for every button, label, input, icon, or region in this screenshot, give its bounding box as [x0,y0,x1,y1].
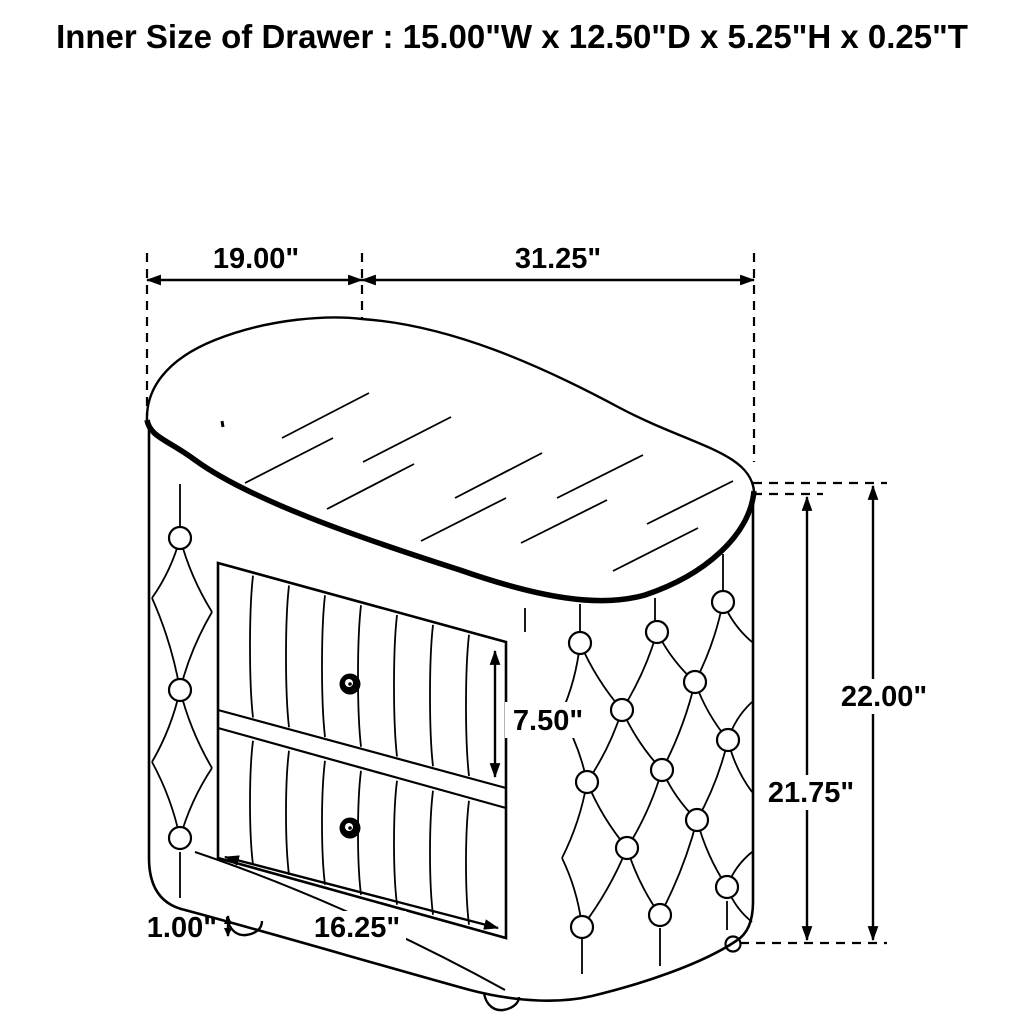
channel-line [358,605,361,747]
drawer-stack [218,563,506,938]
channel-line [250,741,253,865]
crease-line [622,632,657,710]
tufting-button [712,591,734,613]
tufting-button [651,759,673,781]
channel-line [250,576,253,718]
tufting-creases [152,484,752,974]
tufting-button [684,671,706,693]
drawer-knob-upper [340,674,361,695]
glass-shine-line [421,498,506,541]
tufting-button [616,837,638,859]
glass-shine-line [245,438,333,483]
dim-label-foot-height: 1.00" [146,912,217,944]
tufting-button [571,916,593,938]
crease-line [582,848,627,927]
crease-line [627,770,662,848]
glass-top [147,317,754,600]
tufting-button [716,876,738,898]
drawer-divider-upper [218,710,506,788]
crease-line [180,690,212,768]
drawer-divider-lower [218,728,506,808]
tufting-button [649,904,671,926]
crease-line [662,682,695,770]
channel-line [466,801,469,925]
glass-shine-line [282,393,369,438]
channel-line [286,585,289,727]
dim-label-drawer-width: 16.25" [313,912,401,944]
glass-shine-line [455,453,542,498]
dim-label-overall-height: 22.00" [840,681,928,713]
diagram-title: Inner Size of Drawer : 15.00"W x 12.50"D x 5.25"H x 0.25"T [56,18,968,55]
tufting-button [611,699,633,721]
drawer-panel-outline [218,563,506,938]
channel-line [466,635,469,776]
tufting-button [686,809,708,831]
crease-line [695,602,723,682]
dim-label-top-width-right: 31.25" [514,243,602,275]
dim-label-body-height: 21.75" [767,777,855,809]
drawer-knob-lower [340,818,361,839]
tufting-button [576,771,598,793]
channel-line [430,625,433,766]
glass-shine-lines [245,393,733,571]
glass-shine-line [613,528,698,571]
crease-line [152,598,180,690]
tufting-button [569,632,591,654]
crease-line [180,612,212,690]
glass-shine-line [521,500,607,543]
glass-top-front-edge [147,420,754,601]
glass-shine-line [647,481,733,524]
crease-line [697,740,728,820]
glass-shine-line [327,464,414,509]
glass-top-outline [147,317,754,600]
dim-label-top-width-left: 19.00" [212,243,300,275]
glass-shine-line [363,417,451,462]
glass-shine-line [557,455,643,498]
tufting-button [169,827,191,849]
crease-line [152,762,180,838]
tufting-button [169,527,191,549]
dim-label-drawer-height: 7.50" [512,705,584,737]
channel-line [394,781,397,905]
crease-line [660,820,697,915]
channel-line [394,615,397,756]
channel-line [430,791,433,915]
channel-line [286,751,289,875]
channel-line [322,595,325,737]
channel-line [322,761,325,885]
tufting-buttons [169,527,739,938]
tufting-button [717,729,739,751]
tufting-button [169,679,191,701]
tufting-button [646,621,668,643]
glass-speck [222,421,223,427]
